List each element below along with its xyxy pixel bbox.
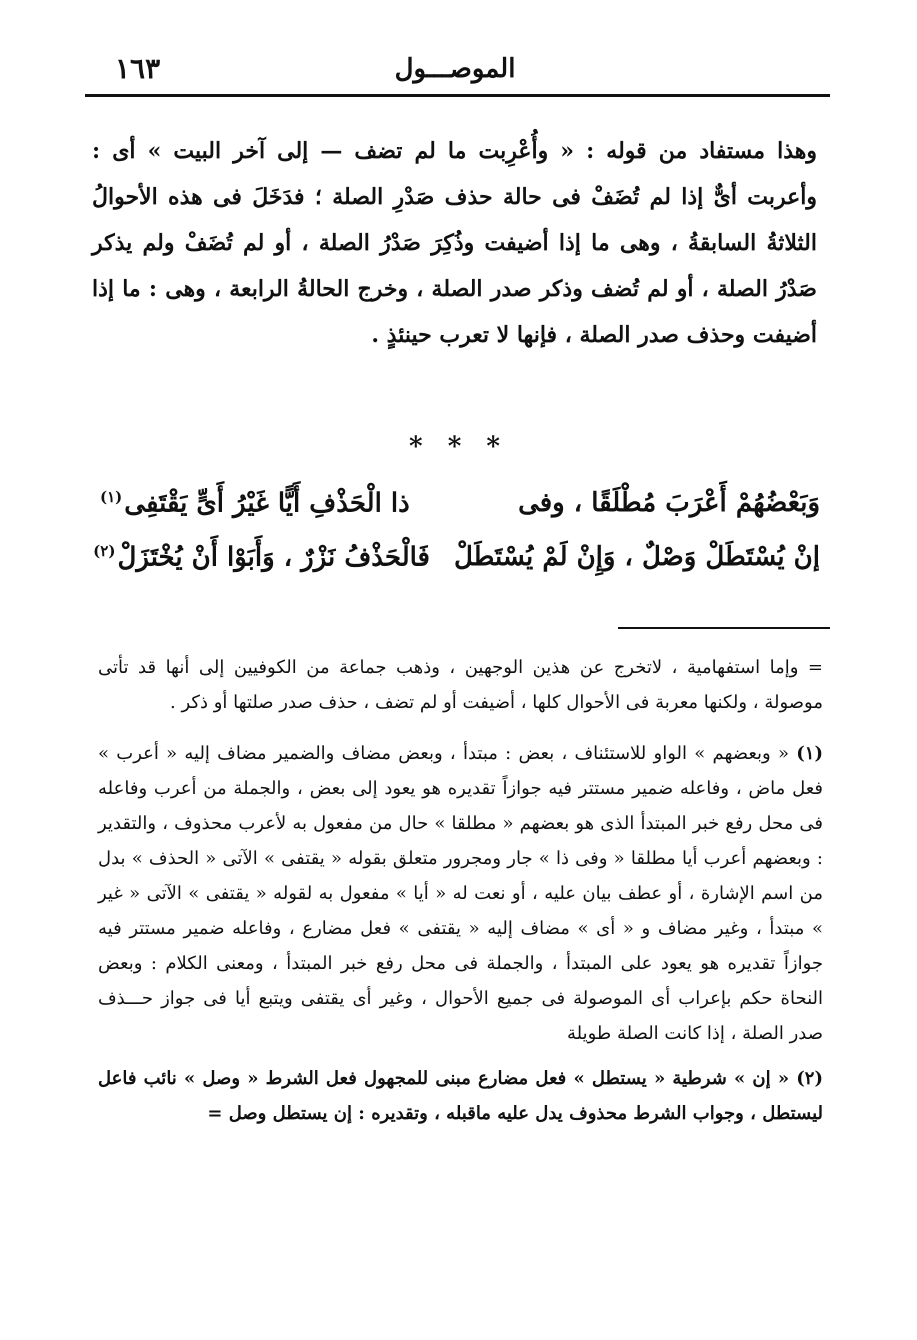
footnote-1 (98, 736, 823, 1051)
verse-second-hemistich-text: ذا الْحَذْفِ أَيًّا غَيْرُ أَىٍّ يَقْتَفِى (124, 488, 410, 519)
main-text (92, 128, 817, 358)
footnote-divider (618, 627, 830, 629)
footnote-2-text: « إن » شرطية « يستطل » فعل مضارع مبنى للمجهول فعل الشرط « وصل » نائب فاعل ليستطل ، وجواب الشرط محذوف يدل عليه ماقبله ، وتقديره : إن يستطل وصل = (98, 1068, 823, 1124)
footnote-2 (98, 1061, 823, 1131)
verse-block (93, 488, 820, 596)
page-header (85, 50, 825, 94)
footnote-continuation: = وإما استفهامية ، لاتخرج عن هذين الوجهين ، وذهب جماعة من الكوفيين إلى أنها قد تأتى موصولة ، ولكنها معربة فى الأحوال كلها ، أضيفت أو لم تضف ، حذف صدر صلتها أو ذكر . (98, 657, 823, 713)
page-title: الموصـــول (394, 54, 516, 84)
verse-line (100, 488, 820, 542)
footnote-1-number: (١) (796, 743, 823, 764)
footnote-marker: (١) (100, 488, 123, 506)
footnotes (98, 650, 823, 1131)
header-rule (85, 94, 830, 97)
footnote-marker: (٢) (93, 542, 116, 560)
verse-line (93, 542, 820, 596)
section-separator: * * * (409, 432, 508, 462)
footnote-1-text: « وبعضهم » الواو للاستئناف ، بعض : مبتدأ ، وبعض مضاف والضمير مضاف إليه « أعرب » فعل ماض ، وفاعله ضمير مستتر فيه جوازاً تقديره هو يعود إلى بعض ، والجملة من أعرب وفاعله فى محل رفع خبر المبتدأ الذى هو بعضهم « مطلقا » حال من مفعول به لأعرب محذوف ، والتقدير : وبعضهم أعرب أيا مطلقا « وفى ذا » جار ومجرور متعلق بقوله « يقتفى » الآتى « الحذف » بدل من اسم الإشارة ، أو عطف بيان عليه ، أو نعت له « أيا » مفعول به لقوله « يقتفى » الآتى « غير » مبتدأ ، وغير مضاف و « أى » مضاف إليه « يقتفى » فعل مضارع ، وفاعله ضمير مستتر فيه جوازاً تقديره هو يعود على المبتدأ ، والجملة فى محل رفع خبر المبتدأ ، ومعنى الكلام : وبعض النحاة حكم بإعراب أى الموصولة فى جميع الأحوال ، وغير أى يقتفى ويتبع أيا فى جواز حـــذف صدر الصلة ، إذا كانت الصلة طويلة (98, 743, 824, 1044)
verse-second-hemistich (100, 488, 430, 542)
verse-first-hemistich: وَبَعْضُهُمْ أَعْرَبَ مُطْلَقًا ، وفى (518, 488, 820, 518)
verse-second-hemistich-text: فَالْحَذْفُ نَزْرٌ ، وَأَبَوْا أَنْ يُخْتَزَلْ (117, 542, 430, 573)
page-number: ١٦٣ (115, 52, 161, 85)
footnote-2-number: (٢) (796, 1068, 823, 1089)
verse-first-hemistich: إنْ يُسْتَطَلْ وَصْلٌ ، وَإِنْ لَمْ يُسْتَطَلْ (453, 542, 820, 572)
verse-second-hemistich (93, 542, 430, 596)
main-paragraph: وهذا مستفاد من قوله : « وأُعْرِبت ما لم تضف — إلى آخر البيت » أى : وأعربت أىٌّ إذا لم تُضَفْ فى حالة حذف صَدْرِ الصلة ؛ فدَخَلَ فى هذه الأحوالُ الثلاثةُ السابقةُ ، وهى ما إذا أضيفت وذُكِرَ صَدْرُ الصلة ، أو لم تُضَفْ ولم يذكر صَدْرُ الصلة ، أو لم تُضف وذكر صدر الصلة ، وخرج الحالةُ الرابعة ، وهى : ما إذا أضيفت وحذف صدر الصلة ، فإنها لا تعرب حينئذٍ . (92, 138, 817, 348)
